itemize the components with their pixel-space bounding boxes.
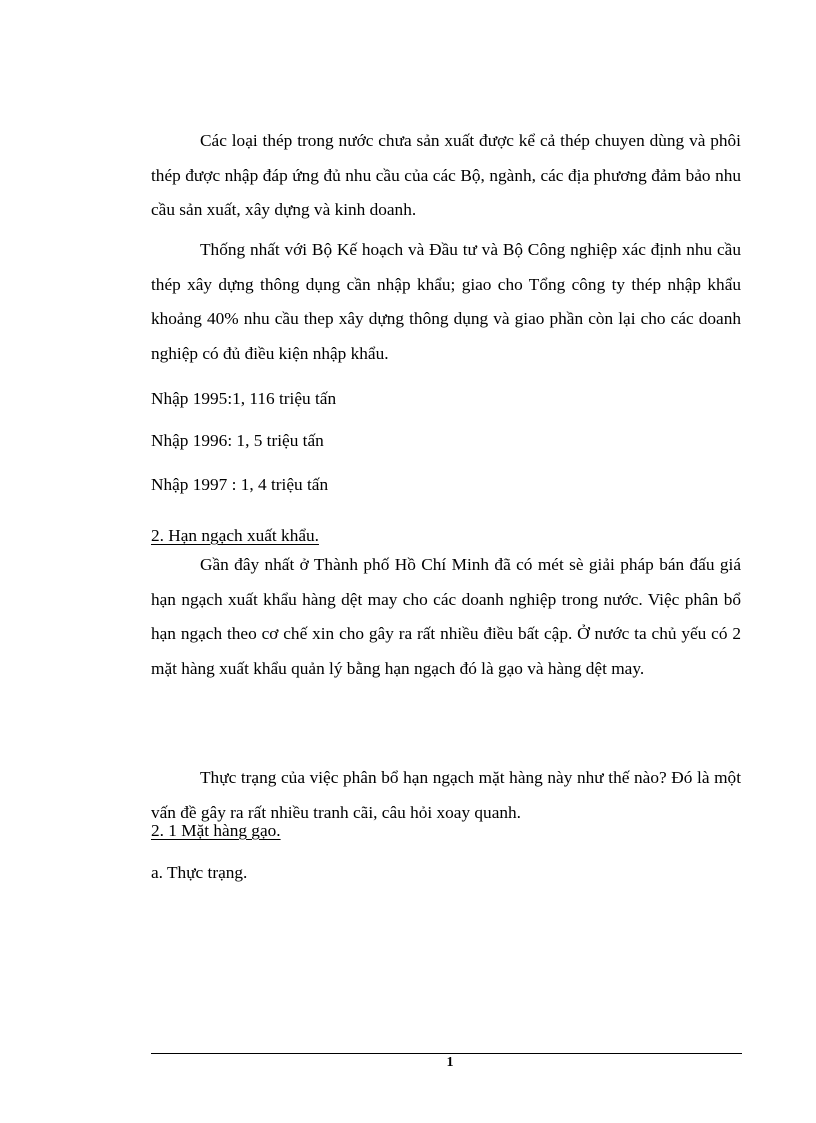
import-1996: Nhập 1996: 1, 5 triệu tấn — [151, 431, 324, 450]
footer-rule — [151, 1053, 742, 1054]
heading-rice: 2. 1 Mặt hàng gạo. — [151, 821, 281, 840]
heading-current-status: a. Thực trạng. — [151, 863, 248, 882]
page-number: 1 — [446, 1055, 454, 1070]
paragraph-quota-auction: Gần đây nhất ở Thành phố Hồ Chí Minh đã có mét sè giải pháp bán đấu giá hạn ngạch xuất khẩu hàng dệt may cho các doanh nghiệp trong nước. Việc phân bổ hạn ngạch theo cơ chế xin cho gây ra rất nhiều điều bất cập. Ở nước ta chủ yếu có 2 mặt hàng xuất khẩu quản lý bằng hạn ngạch đó là gạo và hàng dệt may. — [151, 555, 741, 678]
paragraph-steel-imports: Các loại thép trong nước chưa sản xuất được kể cả thép chuyen dùng và phôi thép được nhập đáp ứng đủ nhu cầu của các Bộ, ngành, các địa phương đảm bảo nhu cầu sản xuất, xây dựng và kinh doanh. — [151, 131, 741, 219]
paragraph-ministry-agreement: Thống nhất với Bộ Kế hoạch và Đầu tư và Bộ Công nghiệp xác định nhu cầu thép xây dựng thông dụng cần nhập khẩu; giao cho Tổng công ty thép nhập khẩu khoảng 40% nhu cầu thep xây dựng thông dụng và giao phần còn lại cho các doanh nghiệp có đủ điều kiện nhập khẩu. — [151, 240, 741, 363]
import-1997: Nhập 1997 : 1, 4 triệu tấn — [151, 475, 329, 494]
import-1995: Nhập 1995:1, 116 triệu tấn — [151, 389, 337, 408]
heading-export-quota: 2. Hạn ngạch xuất khẩu. — [151, 526, 319, 545]
paragraph-quota-situation: Thực trạng của việc phân bổ hạn ngạch mặt hàng này như thế nào? Đó là một vấn đề gây ra rất nhiều tranh cãi, câu hỏi xoay quanh. — [151, 768, 741, 822]
